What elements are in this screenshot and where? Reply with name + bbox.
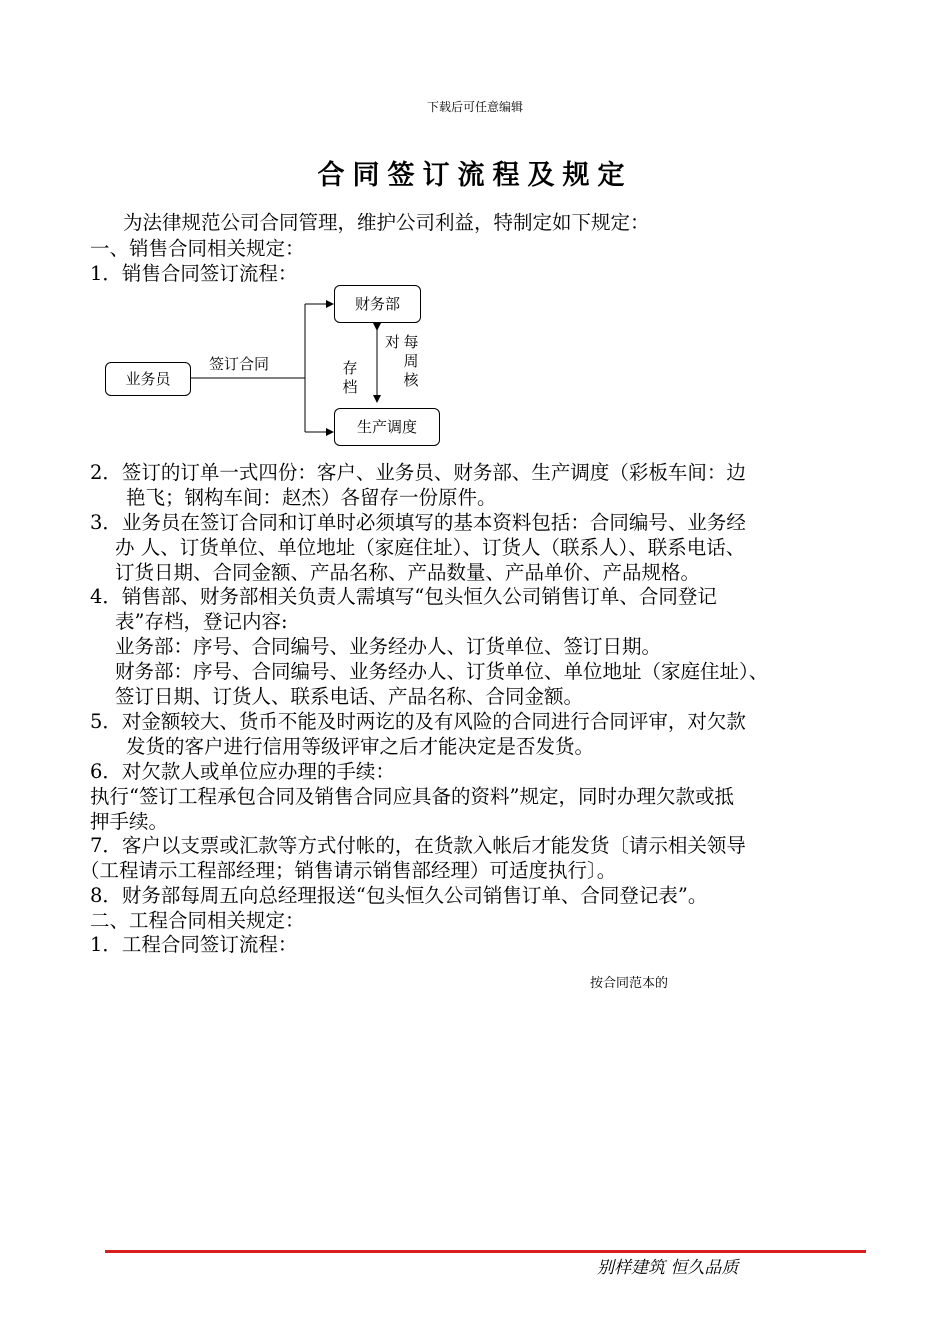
item4-line3: 业务部：序号、合同编号、业务经办人、订货单位、签订日期。 [115,635,662,658]
item4-line4: 财务部：序号、合同编号、业务经办人、订货单位、单位地址（家庭住址）、 [115,660,769,683]
footer-rule [105,1250,866,1253]
section1-heading: 一、销售合同相关规定： [90,237,305,260]
box-finance: 财务部 [334,285,421,323]
item1-text: 1．销售合同签订流程： [90,262,298,285]
item6-line1: 6．对欠款人或单位应办理的手续： [90,760,395,783]
item4-line5: 签订日期、订货人、联系电话、产品名称、合同金额。 [115,685,584,708]
label-archive: 存档 [342,359,358,396]
intro-text: 为法律规范公司合同管理，维护公司利益，特制定如下规定： [123,211,650,234]
footer-slogan: 别样建筑 恒久品质 [597,1258,739,1278]
section2-heading: 二、工程合同相关规定： [90,909,305,932]
item5-line1: 5．对金额较大、货币不能及时两讫的及有风险的合同进行合同评审，对欠款 [90,710,746,733]
label-check-a: 对 [385,333,401,351]
item7-line1: 7．客户以支票或汇款等方式付帐的，在货款入帐后才能发货〔请示相关领导 [90,834,746,857]
item3-line2: 办 人、订货单位、单位地址（家庭住址）、订货人（联系人）、联系电话、 [115,536,746,559]
page-title: 合同签订流程及规定 [317,160,633,191]
section2-item1-text: 1．工程合同签订流程： [90,933,298,956]
item2-line2: 艳飞；钢构车间：赵杰）各留存一份原件。 [126,486,497,509]
item8-text: 8．财务部每周五向总经理报送“包头恒久公司销售订单、合同登记表”。 [90,884,708,907]
item4-line2: 表”存档，登记内容: [115,610,288,633]
header-note: 下载后可任意编辑 [426,100,523,114]
label-sign-contract: 签订合同 [209,355,270,373]
item7-line2: （工程请示工程部经理；销售请示销售部经理）可适度执行〕。 [80,859,617,882]
item4-line1: 4．销售部、财务部相关负责人需填写“包头恒久公司销售订单、合同登记 [90,585,717,608]
box-salesman: 业务员 [105,362,191,396]
item2-line1: 2．签订的订单一式四份：客户、业务员、财务部、生产调度（彩板车间：边 [90,461,746,484]
item6-line3: 押手续。 [90,810,169,833]
item3-line1: 3．业务员在签订合同和订单时必须填写的基本资料包括：合同编号、业务经 [90,511,746,534]
label-check-b: 每周核 [403,333,419,389]
template-note: 按合同范本的 [590,976,669,991]
item6-line2: 执行“签订工程承包合同及销售合同应具备的资料”规定，同时办理欠款或抵 [90,785,734,808]
box-production: 生产调度 [334,408,440,446]
item3-line3: 订货日期、合同金额、产品名称、产品数量、产品单价、产品规格。 [115,561,701,584]
item5-line2: 发货的客户进行信用等级评审之后才能决定是否发货。 [126,735,595,758]
